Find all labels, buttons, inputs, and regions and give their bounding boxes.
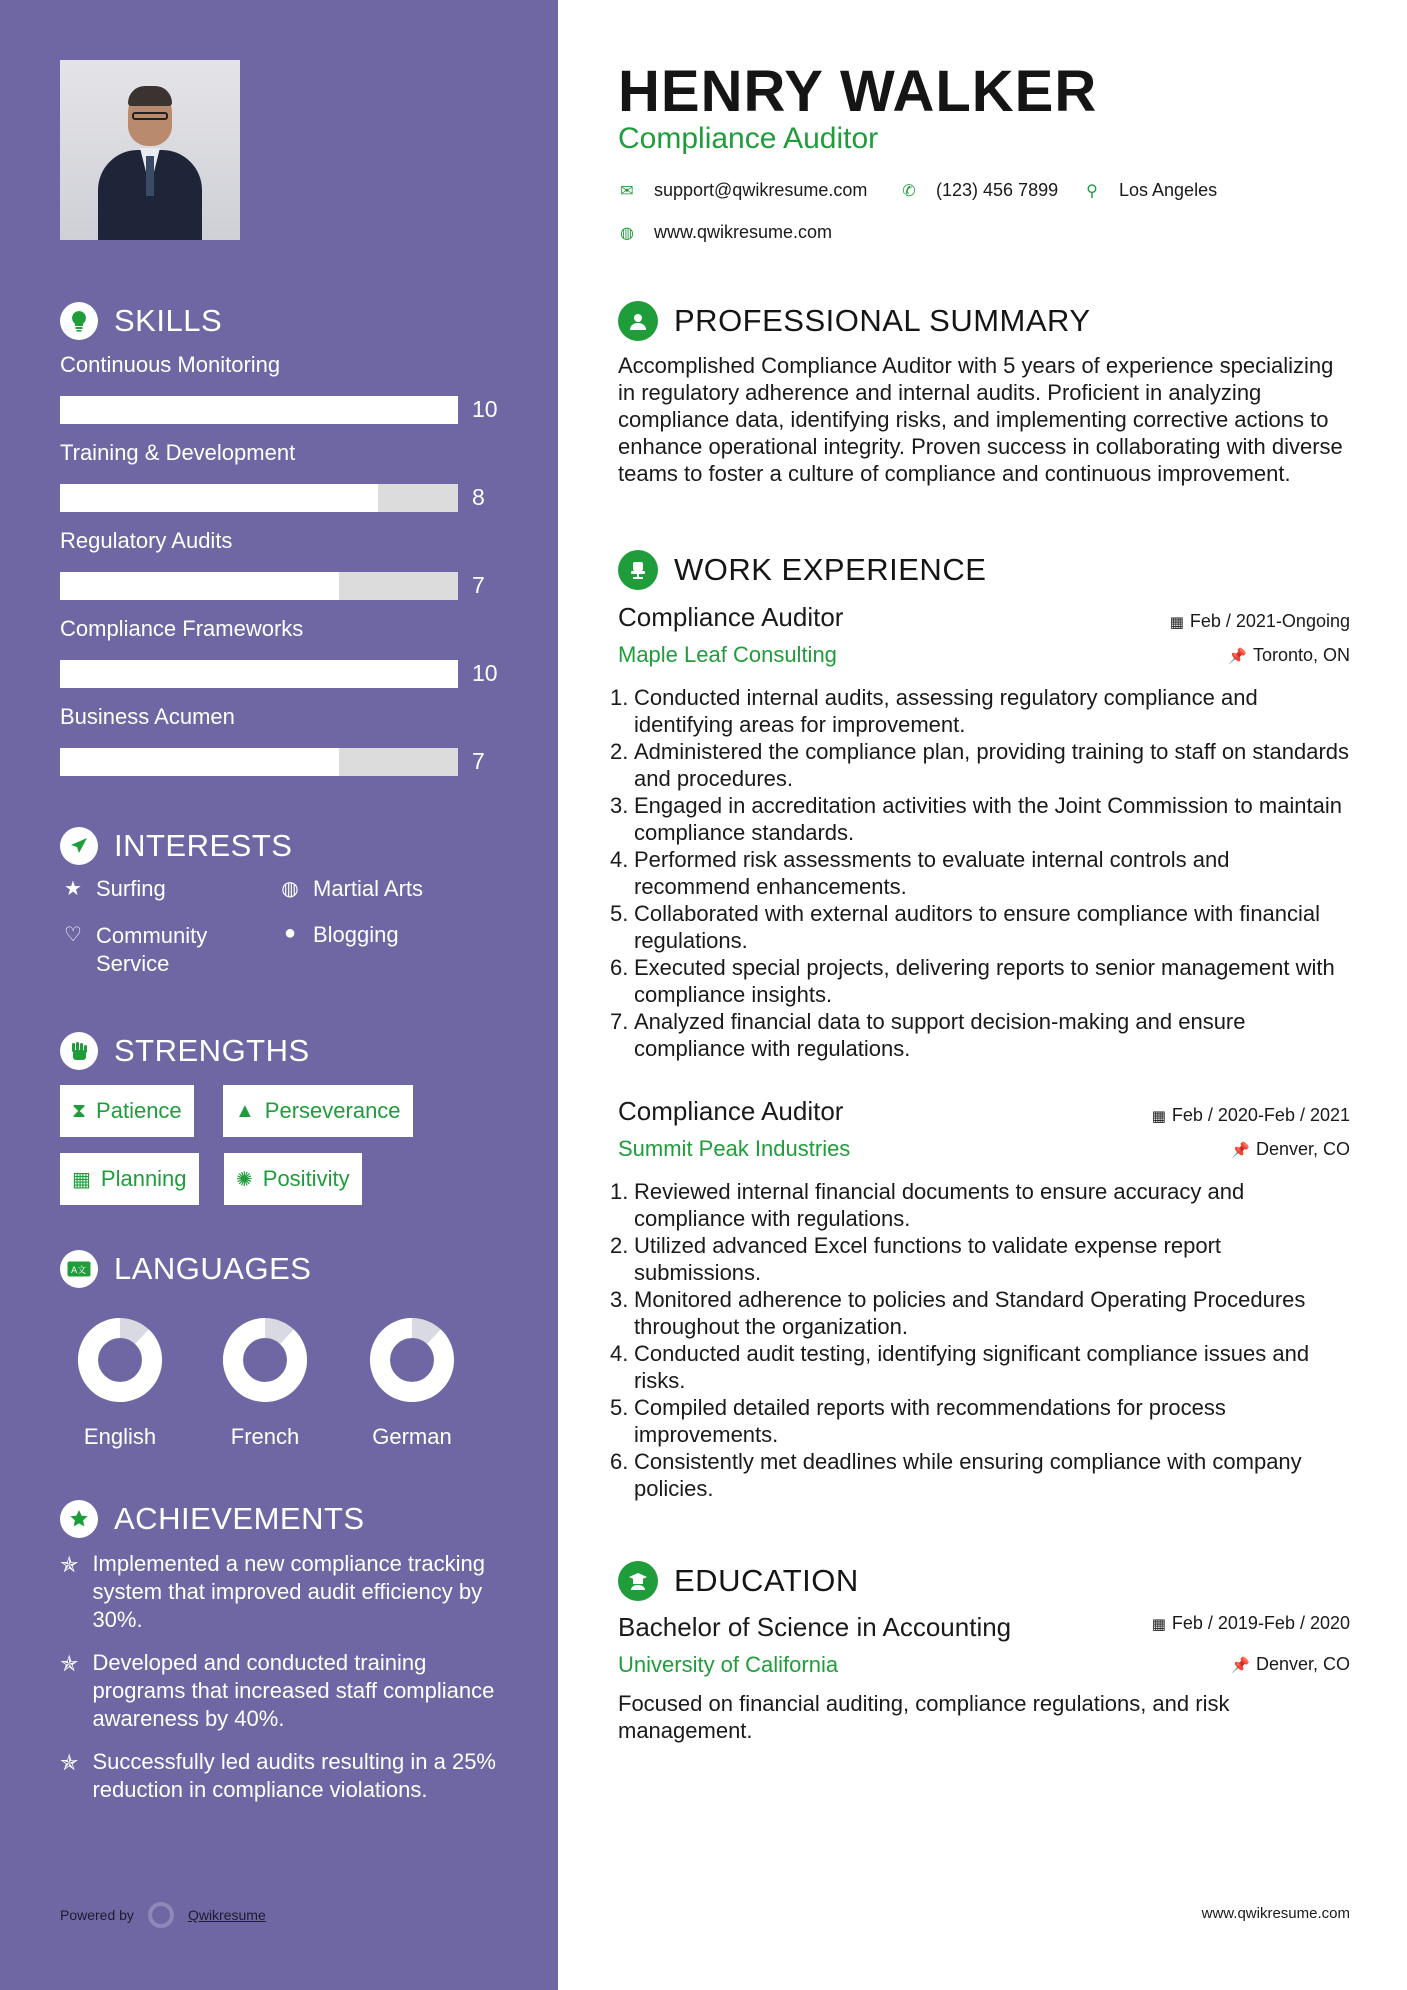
- languages-title: LANGUAGES: [114, 1251, 312, 1286]
- skill-item: [60, 440, 500, 510]
- star-icon: ★: [64, 878, 82, 900]
- job-bullet: 5. Compiled detailed reports with recommendations for process improvements.: [610, 1395, 1226, 1447]
- interest-item: [277, 922, 399, 948]
- job-bullet: 1. Conducted internal audits, assessing regulatory compliance and identifying areas for improvement.: [610, 685, 1258, 737]
- skill-bar: [60, 748, 458, 776]
- experience-title: WORK EXPERIENCE: [674, 552, 987, 587]
- sun-icon: ✺: [236, 1168, 253, 1191]
- skill-name: Regulatory Audits: [60, 528, 233, 553]
- strength-chip: [223, 1085, 413, 1137]
- job-bullets: [610, 684, 1350, 1062]
- sidebar: [0, 0, 558, 1990]
- job-bullet: 5. Collaborated with external auditors to ensure compliance with financial regulations.: [610, 901, 1321, 953]
- skills-heading: [60, 302, 222, 340]
- language-name: German: [372, 1424, 452, 1449]
- language-name: English: [83, 1424, 157, 1449]
- skill-value: 7: [472, 572, 485, 598]
- skill-bar: [60, 572, 458, 600]
- job-dates-text: Feb / 2021-Ongoing: [1189, 611, 1350, 631]
- calendar-icon: ▦: [1151, 1616, 1166, 1633]
- road-icon: ▲: [235, 1099, 255, 1122]
- briefcase-chair-icon: [618, 550, 658, 590]
- skill-value: 8: [472, 484, 485, 510]
- strengths-heading: [60, 1032, 310, 1070]
- job-company: Maple Leaf Consulting: [618, 642, 837, 667]
- education-title: EDUCATION: [674, 1563, 859, 1598]
- strength-chip: [224, 1153, 362, 1205]
- skill-bar: [60, 484, 458, 512]
- skill-item: [60, 352, 500, 422]
- hand-icon: ♡: [64, 924, 82, 946]
- location-text: Los Angeles: [1119, 180, 1218, 200]
- achievement-text: Implemented a new compliance tracking system that improved audit efficiency by 30%.: [92, 1551, 485, 1632]
- job-bullet: 1. Reviewed internal financial documents to ensure accuracy and compliance with regulations.: [610, 1179, 1245, 1231]
- skill-name: Compliance Frameworks: [60, 616, 304, 641]
- summary-text: Accomplished Compliance Auditor with 5 years of experience specializing in regulatory adherence and internal audits. Proficient in analyzing compliance data, identifying risks, and implementing corrective actions to enhance operational integrity. Proven success in collaborating with diverse teams to foster a culture of compliance and continuous improvement.: [618, 353, 1343, 486]
- skill-name: Training & Development: [60, 440, 296, 465]
- summary-heading: [618, 301, 1091, 341]
- education-location-text: Denver, CO: [1255, 1654, 1350, 1674]
- globe-icon: ◍: [281, 878, 299, 900]
- job-bullet: 3. Monitored adherence to policies and Standard Operating Procedures throughout the organization.: [610, 1287, 1306, 1339]
- star-burst-icon: ✯: [60, 1552, 79, 1577]
- education-dates: [1152, 1613, 1350, 1634]
- strength-chip: [60, 1153, 199, 1205]
- job-dates: [1152, 1105, 1350, 1126]
- strength-label: Patience: [96, 1098, 182, 1123]
- interest-item: [60, 922, 260, 978]
- job-bullet: 6. Consistently met deadlines while ensuring compliance with company policies.: [610, 1449, 1302, 1501]
- skill-value: 10: [472, 396, 498, 422]
- strengths-title: STRENGTHS: [114, 1033, 310, 1068]
- contact-location: [1083, 180, 1217, 201]
- interests-title: INTERESTS: [114, 828, 293, 863]
- language-ring: [78, 1318, 162, 1402]
- job-bullet: 4. Conducted audit testing, identifying significant compliance issues and risks.: [610, 1341, 1310, 1393]
- job-bullet: 4. Performed risk assessments to evaluate internal controls and recommend enhancements.: [610, 847, 1230, 899]
- award-star-icon: [60, 1500, 98, 1538]
- job-title: Compliance Auditor: [618, 1096, 844, 1126]
- pin-icon: 📌: [1231, 1657, 1250, 1674]
- strength-label: Planning: [100, 1166, 187, 1191]
- website-text: www.qwikresume.com: [654, 222, 833, 242]
- language-ring: [223, 1318, 307, 1402]
- users-icon: ●: [283, 922, 297, 944]
- school: University of California: [618, 1652, 839, 1677]
- powered-link[interactable]: Qwikresume: [187, 1907, 266, 1923]
- skill-item: [60, 704, 500, 774]
- user-icon: [618, 301, 658, 341]
- language-name: French: [230, 1424, 300, 1449]
- languages-heading: [60, 1250, 311, 1288]
- candidate-role: Compliance Auditor: [618, 122, 879, 155]
- job-company: Summit Peak Industries: [618, 1136, 851, 1161]
- interest-item: [60, 876, 166, 902]
- skill-name: Business Acumen: [60, 704, 235, 729]
- strength-label: Perseverance: [264, 1098, 401, 1123]
- skill-value: 7: [472, 748, 485, 774]
- achievement-item: [60, 1649, 500, 1733]
- achievements-heading: [60, 1500, 365, 1538]
- profile-photo: [60, 60, 240, 240]
- map-pin-icon: ⚲: [1086, 182, 1098, 200]
- experience-heading: [618, 550, 986, 590]
- lightbulb-icon: [60, 302, 98, 340]
- interest-item: [277, 876, 423, 902]
- skills-title: SKILLS: [114, 303, 223, 338]
- language-item: [60, 1318, 180, 1450]
- achievement-text: Developed and conducted training programs that increased staff compliance awareness by 40%.: [92, 1650, 495, 1731]
- language-item: [205, 1318, 325, 1450]
- footer-url[interactable]: www.qwikresume.com: [1201, 1905, 1350, 1922]
- powered-by: [60, 1902, 266, 1928]
- language-icon: [60, 1250, 98, 1288]
- strength-label: Positivity: [262, 1166, 350, 1191]
- phone-icon: ✆: [902, 182, 916, 200]
- skill-item: [60, 616, 500, 686]
- phone-text: (123) 456 7899: [936, 180, 1059, 200]
- job-location: [1228, 645, 1350, 666]
- job-location-text: Denver, CO: [1255, 1139, 1350, 1159]
- envelope-icon: ✉: [620, 182, 634, 200]
- strength-chip: [60, 1085, 194, 1137]
- education-description: Focused on financial auditing, compliance regulations, and risk management.: [618, 1691, 1230, 1743]
- achievement-text: Successfully led audits resulting in a 25% reduction in compliance violations.: [92, 1749, 496, 1802]
- language-item: [352, 1318, 472, 1450]
- achievements-title: ACHIEVEMENTS: [114, 1501, 365, 1536]
- education-location: [1231, 1654, 1350, 1675]
- svg-text:A文: A文: [71, 1266, 87, 1276]
- qwikresume-logo-icon: [148, 1902, 174, 1928]
- job-bullets: [610, 1178, 1350, 1502]
- skill-bar: [60, 660, 458, 688]
- interest-label: Community Service: [96, 923, 208, 976]
- candidate-name: HENRY WALKER: [618, 59, 1098, 124]
- job-title: Compliance Auditor: [618, 602, 844, 632]
- skill-value: 10: [472, 660, 498, 686]
- star-burst-icon: ✯: [60, 1750, 79, 1775]
- education-heading: [618, 1561, 859, 1601]
- graduate-icon: [618, 1561, 658, 1601]
- degree: Bachelor of Science in Accounting: [618, 1612, 1012, 1642]
- interest-label: Surfing: [96, 876, 166, 901]
- achievement-item: [60, 1550, 500, 1634]
- job-bullet: 2. Administered the compliance plan, providing training to staff on standards and procedures.: [610, 739, 1350, 791]
- paper-plane-icon: [60, 827, 98, 865]
- contact-website[interactable]: [618, 222, 832, 243]
- calendar-icon: ▦: [1169, 614, 1184, 631]
- job-location-text: Toronto, ON: [1252, 645, 1350, 665]
- contact-email[interactable]: [618, 180, 867, 201]
- interests-heading: [60, 827, 292, 865]
- calendar-icon: ▦: [72, 1168, 91, 1191]
- star-burst-icon: ✯: [60, 1651, 79, 1676]
- language-ring: [370, 1318, 454, 1402]
- contact-phone: [900, 180, 1058, 201]
- interest-label: Blogging: [313, 922, 399, 947]
- achievement-item: [60, 1748, 500, 1804]
- job-bullet: 3. Engaged in accreditation activities with the Joint Commission to maintain compliance standards.: [610, 793, 1343, 845]
- powered-label: Powered by: [60, 1907, 134, 1923]
- skill-item: [60, 528, 500, 598]
- education-dates-text: Feb / 2019-Feb / 2020: [1171, 1613, 1350, 1633]
- fist-icon: [60, 1032, 98, 1070]
- summary-title: PROFESSIONAL SUMMARY: [674, 303, 1091, 338]
- job-bullet: 7. Analyzed financial data to support decision-making and ensure compliance with regulations.: [610, 1009, 1246, 1061]
- job-bullet: 6. Executed special projects, delivering reports to senior management with compliance insights.: [610, 955, 1335, 1007]
- job-dates: [1170, 611, 1350, 632]
- job-dates-text: Feb / 2020-Feb / 2021: [1171, 1105, 1350, 1125]
- skill-name: Continuous Monitoring: [60, 352, 281, 377]
- pin-icon: 📌: [1231, 1142, 1250, 1159]
- globe-icon: ◍: [620, 224, 634, 242]
- calendar-icon: ▦: [1151, 1108, 1166, 1125]
- job-bullet: 2. Utilized advanced Excel functions to validate expense report submissions.: [610, 1233, 1222, 1285]
- skill-bar: [60, 396, 458, 424]
- email-text: support@qwikresume.com: [654, 180, 868, 200]
- pin-icon: 📌: [1228, 648, 1247, 665]
- interest-label: Martial Arts: [313, 876, 424, 901]
- job-location: [1231, 1139, 1350, 1160]
- hourglass-icon: ⧗: [72, 1099, 87, 1122]
